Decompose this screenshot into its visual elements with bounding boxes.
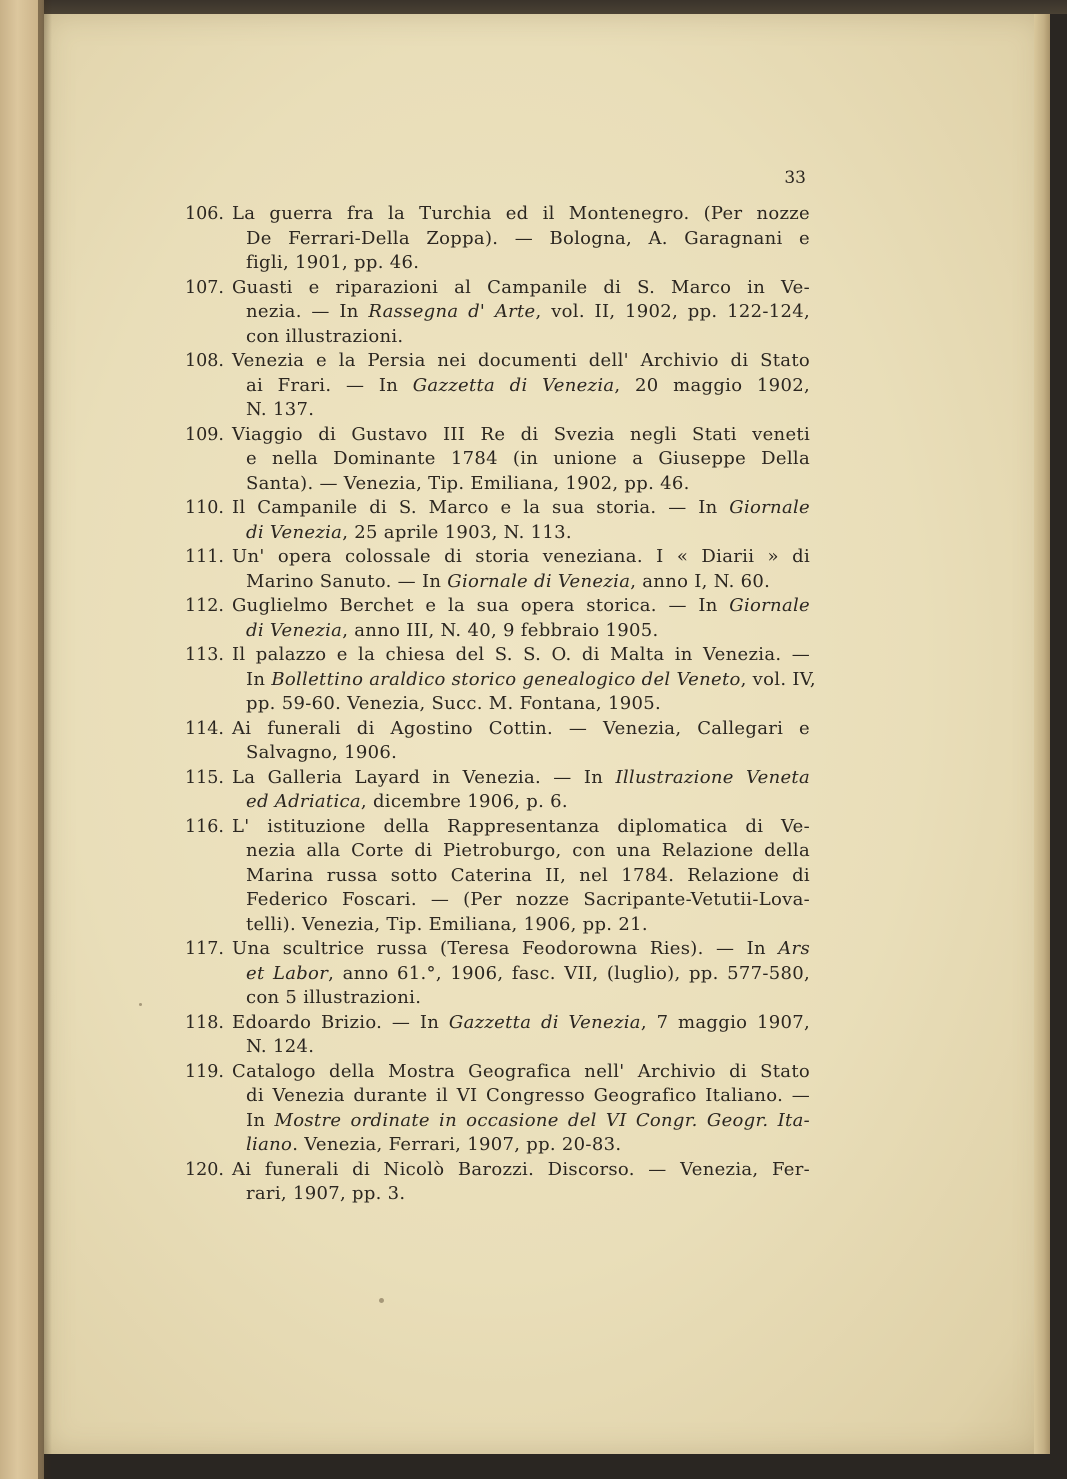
entry-text: Marina russa sotto Caterina II, nel 1784. Relazione di (246, 864, 810, 886)
entry-line (246, 227, 810, 251)
entry-text: L' istituzione della Rappresentanza diplomatica di Ve- (232, 815, 810, 837)
entry-text: , vol. II, 1902, pp. 122-124, (535, 301, 810, 322)
italic-title: di Venezia (246, 619, 343, 641)
entry-line (246, 521, 810, 545)
paper-speck (379, 1298, 384, 1303)
entry-text: , vol. IV, (740, 668, 816, 690)
entry-text: , anno I, N. 60. (630, 570, 771, 592)
entry-number: 111. (185, 547, 224, 567)
entry-line (246, 325, 810, 349)
entry-text: , dicembre 1906, p. 6. (360, 791, 568, 812)
italic-title: ed Adriatica (246, 791, 361, 812)
entry-line (246, 962, 810, 986)
entry-number: 109. (185, 424, 224, 445)
entry-line (246, 1182, 810, 1206)
entry-text: Venezia e la Persia nei documenti dell' Archivio di Stato (232, 350, 810, 371)
entry-line (246, 741, 810, 765)
entry-text: Il palazzo e la chiesa del S. S. O. di Malta in Venezia. — (232, 644, 810, 665)
entry-number: 113. (185, 645, 224, 665)
entry-line (232, 349, 810, 373)
entry-text: rari, 1907, pp. 3. (246, 1183, 406, 1204)
entry-text: di Venezia durante il VI Congresso Geografico Italiano. — (246, 1085, 810, 1106)
entry-text: figli, 1901, pp. 46. (246, 252, 420, 273)
entry-text: N. 124. (246, 1036, 315, 1057)
entry-text: In (246, 1109, 275, 1131)
entry-text: Ai funerali di Agostino Cottin. — Venezia, Callegari e (232, 717, 810, 739)
entry-line (232, 643, 810, 667)
entry-number: 118. (185, 1012, 224, 1033)
entry-line (246, 619, 810, 643)
entry-line (232, 545, 810, 569)
entry-line (232, 766, 810, 790)
entry-line (246, 888, 810, 912)
italic-title: et Labor (246, 962, 329, 984)
entry-text: telli). Venezia, Tip. Emiliana, 1906, pp. 21. (246, 913, 648, 935)
entry-text: Edoardo Brizio. — In (232, 1011, 449, 1033)
entry-number: 112. (185, 596, 224, 616)
page-fore-edge (1034, 14, 1050, 1454)
entry-line (246, 864, 810, 888)
page-number: 33 (784, 168, 806, 188)
entry-text: Ai funerali di Nicolò Barozzi. Discorso. — Venezia, Fer- (232, 1158, 810, 1180)
entry-text: Viaggio di Gustavo III Re di Svezia negli Stati veneti (232, 423, 810, 445)
italic-title: liano (246, 1134, 293, 1155)
entry-number: 106. (185, 204, 224, 224)
entry-line (246, 986, 810, 1010)
entry-text: con illustrazioni. (246, 325, 404, 347)
entry-line (246, 398, 810, 422)
italic-title: Giornale (729, 595, 810, 616)
entry-text: Guglielmo Berchet e la sua opera storica. — In (232, 595, 730, 616)
italic-title: Rassegna d' Arte (368, 301, 536, 322)
entry-text: La Galleria Layard in Venezia. — In (232, 766, 616, 788)
entry-text: N. 137. (246, 399, 315, 420)
entry-text: Santa). — Venezia, Tip. Emiliana, 1902, pp. 46. (246, 472, 690, 494)
entry-line (246, 472, 810, 496)
entry-text: . Venezia, Ferrari, 1907, pp. 20-83. (292, 1134, 622, 1155)
entry-line (232, 815, 810, 839)
entry-line (232, 423, 810, 447)
italic-title: Giornale (729, 497, 810, 518)
entry-number: 110. (185, 498, 224, 518)
entry-line (232, 276, 810, 300)
italic-title: Gazzetta di Venezia (448, 1011, 641, 1033)
entry-text: Salvagno, 1906. (246, 742, 398, 763)
entry-line (246, 790, 810, 814)
entry-line (232, 1158, 810, 1182)
entry-text: Il Campanile di S. Marco e la sua storia. — In (232, 497, 730, 518)
entry-text: Federico Foscari. — (Per nozze Sacripante-Vetutii-Lova- (246, 889, 810, 910)
entry-line (246, 1035, 810, 1059)
entry-text: Marino Sanuto. — In (246, 570, 448, 592)
entry-text: , 20 maggio 1902, (614, 374, 810, 396)
entry-line (232, 496, 810, 520)
entry-number: 117. (185, 939, 224, 959)
italic-title: di Venezia (246, 521, 343, 543)
spine-shadow (38, 0, 52, 1479)
entry-text: La guerra fra la Turchia ed il Montenegro. (Per nozze (232, 203, 810, 224)
entry-text: Guasti e riparazioni al Campanile di S. Marco in Ve- (232, 276, 810, 298)
entry-text: Catalogo della Mostra Geografica nell' Archivio di Stato (232, 1060, 810, 1082)
entry-line (246, 1084, 810, 1108)
entry-line (232, 937, 810, 961)
entry-text: ai Frari. — In (246, 374, 413, 396)
entry-number: 108. (185, 351, 224, 371)
entry-line (246, 251, 810, 275)
entry-number: 120. (185, 1159, 224, 1180)
entry-line (246, 913, 810, 937)
entry-text: In (246, 668, 272, 690)
entry-text: pp. 59-60. Venezia, Succ. M. Fontana, 1905. (246, 693, 661, 714)
entry-text: nezia alla Corte di Pietroburgo, con una Relazione della (246, 840, 810, 861)
entry-line (246, 1109, 810, 1133)
italic-title: Gazzetta di Venezia (412, 374, 615, 396)
entry-line (232, 594, 810, 618)
italic-title: Illustrazione Veneta (615, 766, 810, 788)
entry-line (246, 374, 810, 398)
entry-line (246, 1133, 810, 1157)
entry-line (246, 668, 816, 692)
entry-text: Una scultrice russa (Teresa Feodorowna Ries). — In (232, 938, 779, 959)
italic-title: Ars (778, 938, 810, 959)
entry-line (246, 692, 810, 716)
entry-number: 115. (185, 767, 224, 788)
entry-number: 116. (185, 816, 224, 837)
entry-line (246, 839, 810, 863)
entry-text: , 7 maggio 1907, (640, 1011, 811, 1033)
entry-number: 107. (185, 277, 224, 298)
italic-title: Giornale di Venezia (447, 570, 631, 592)
italic-title: Mostre ordinate in occasione del VI Congr. Geogr. Ita- (274, 1109, 810, 1131)
entry-text: De Ferrari-Della Zoppa). — Bologna, A. Garagnani e (246, 227, 810, 249)
entry-text: Un' opera colossale di storia veneziana. I « Diarii » di (232, 546, 810, 567)
entry-line (246, 570, 810, 594)
entry-text: con 5 illustrazioni. (246, 987, 422, 1008)
entry-text: e nella Dominante 1784 (in unione a Giuseppe Della (246, 448, 810, 469)
italic-title: Bollettino araldico storico genealogico del Veneto (271, 668, 741, 690)
entry-line (232, 1060, 810, 1084)
entry-line (246, 300, 810, 324)
entry-text: , anno III, N. 40, 9 febbraio 1905. (342, 619, 659, 641)
entry-line (246, 447, 810, 471)
paper-speck (139, 1003, 142, 1006)
entry-line (232, 1011, 810, 1035)
entry-text: , anno 61.°, 1906, fasc. VII, (luglio), pp. 577-580, (328, 962, 811, 984)
entry-number: 114. (185, 718, 224, 739)
scan-background (44, 0, 1067, 14)
entry-line (232, 717, 810, 741)
entry-text: , 25 aprile 1903, N. 113. (342, 521, 572, 543)
entry-line (232, 202, 810, 226)
entry-text: nezia. — In (246, 301, 369, 322)
entry-number: 119. (185, 1061, 224, 1082)
